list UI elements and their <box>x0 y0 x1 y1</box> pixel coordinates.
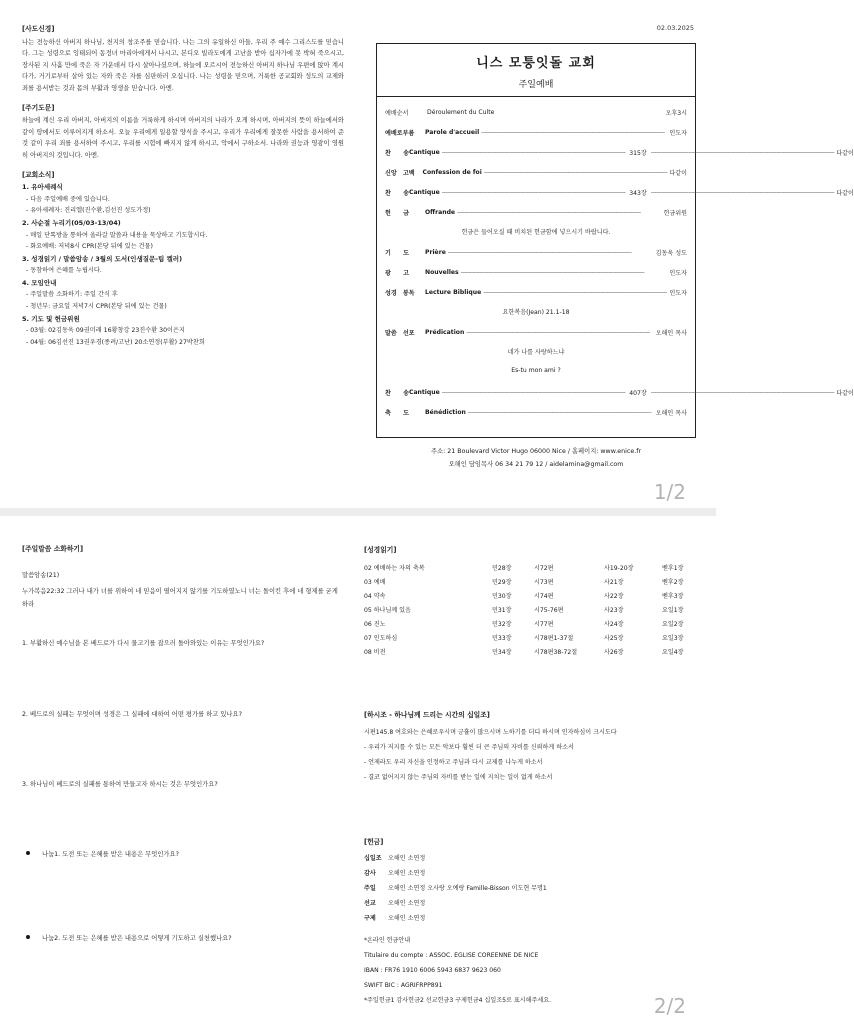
bible-reading-cell: 07 인도하심 <box>364 634 398 642</box>
leader-dots: ------------------------------------------------------------------------------------------------------------ <box>650 149 835 156</box>
bible-reading-cell: 민31장 <box>492 606 512 614</box>
bible-reading-cell: 벧후1장 <box>662 564 684 572</box>
order-leader: 헌금위원 <box>663 210 687 217</box>
offering-note: 헌금은 들어오실 때 비치된 헌금함에 넣으시기 바랍니다. <box>461 229 611 236</box>
bible-reading-row <box>364 574 704 588</box>
news-item-title: 1. 유아세례식 <box>22 183 63 192</box>
offering-row <box>364 880 704 895</box>
offering-names: 오해인 소연정 <box>388 900 426 907</box>
pastor-contact-line: 오해인 담임목사 06 34 21 79 12 / aidelamina@gmail.com <box>448 461 624 468</box>
memory-verse-label: 말씀암송(21) <box>22 572 60 579</box>
psalm-prayer-title: [하시조 - 하나님께 드리는 시간의 십일조] <box>364 711 490 719</box>
bulletin-date: 02.03.2025 <box>656 24 694 32</box>
digest-question: 2. 베드로의 실패는 무엇이며 성경은 그 실패에 대하여 어떤 평가를 하고 있나요? <box>22 711 242 718</box>
bible-reading-cell: 요일1장 <box>662 606 684 614</box>
order-header-ko: 예배순서 <box>385 110 409 117</box>
leader-dots: ------------------------------------------------------------------------------------------------------------ <box>441 149 626 156</box>
page-number: 2/2 <box>653 994 686 1018</box>
online-offering-line: *온라인 헌금안내 <box>364 937 411 944</box>
leader-dots: ------------------------------------------------------------------------------------------------------------ <box>650 389 835 396</box>
worship-order-box <box>376 43 854 438</box>
share-question-text: 나눔2. 도전 또는 은혜를 받은 내용으로 어떻게 기도하고 실천했나요? <box>42 935 232 942</box>
bible-reading-row <box>364 630 704 644</box>
order-ko: 성경 봉독 <box>385 290 415 297</box>
page-separator <box>0 508 716 516</box>
offering-code-note: *주일헌금1 감사헌금2 선교헌금3 구제헌금4 십일조5로 표시해주세요. <box>364 997 552 1004</box>
order-leader: 다같이 <box>836 190 854 197</box>
psalm-prayer-line: 시편145.8 여호와는 은혜로우시며 긍휼이 많으시며 노하기를 더디 하시며 인자하심이 크시도다 <box>364 729 617 736</box>
order-fr: Prédication <box>425 329 465 336</box>
church-contact <box>376 445 696 471</box>
news-item-detail: - 04월: 06김선진 13권우경(종려/고난) 20소연정(부활) 27박찬희 <box>26 338 205 346</box>
news-item-detail: - 03월: 02김동욱 09권미래 16황창강 23진수환 30이은지 <box>26 327 185 335</box>
news-item-detail: - 다음 주일예배 중에 있습니다. <box>26 195 110 203</box>
hymn-number: 315장 <box>629 150 647 157</box>
offering-row <box>364 865 704 880</box>
creed-title: [사도신경] <box>22 25 55 33</box>
order-row-sermon <box>385 327 687 338</box>
bible-reading-cell: 시78편38-72절 <box>534 648 578 656</box>
order-header-row <box>385 107 687 118</box>
news-item-title: 3. 성경읽기 / 말씀암송 / 3월의 도서(인생질문-팀 켈러) <box>22 254 183 263</box>
order-ko: 예배로부름 <box>385 130 415 137</box>
bible-reading-cell: 사22장 <box>604 592 624 600</box>
order-fr: Cantique <box>408 389 440 396</box>
order-fr: Nouvelles <box>425 269 459 276</box>
address-line: 주소: 21 Boulevard Victor Hugo 06000 Nice / 홈페이지: www.enice.fr <box>430 448 642 455</box>
order-fr: Prière <box>425 249 446 256</box>
bible-reading-row <box>364 644 704 658</box>
leader-dots: ------------------------------------------------------------------------------------------------------------ <box>483 169 668 176</box>
bible-reading-cell: 벧후2장 <box>662 578 684 586</box>
news-item-title: 4. 모임안내 <box>22 278 57 287</box>
bible-reading-table <box>364 560 704 658</box>
news-item-detail: - 동참하여 은혜를 누립시다. <box>26 267 102 275</box>
bible-reading-cell: 02 예배하는 자의 축복 <box>364 564 425 572</box>
memory-verse-text: 누가복음22:32 그러나 내가 너를 위하여 네 믿음이 떨어지지 않기를 기도하였노니 너는 돌이킨 후에 네 형제를 굳게 하라 <box>22 588 338 608</box>
order-leader: 다같이 <box>669 170 687 177</box>
bible-reading-cell: 시73편 <box>534 578 554 586</box>
bulletin-page-2 <box>0 516 716 1024</box>
bible-reading-cell: 사21장 <box>604 578 624 586</box>
offering-title: [헌금] <box>364 838 384 846</box>
order-row <box>385 247 687 258</box>
order-fr: Cantique <box>408 189 440 196</box>
church-news-list <box>22 182 344 348</box>
order-leader: 오해인 목사 <box>655 330 687 337</box>
lords-prayer-title: [주기도문] <box>22 103 55 112</box>
psalm-prayer <box>364 708 704 785</box>
share-question <box>22 933 344 944</box>
news-item-detail: - 주일말씀 소화하기: 주일 간식 후 <box>26 291 118 299</box>
bible-reading-cell: 민32장 <box>492 620 512 628</box>
psalm-prayer-line: - 우리가 저지를 수 있는 모든 악보다 훨씬 더 큰 주님의 자비를 신뢰하게 하소서 <box>364 744 574 751</box>
order-leader: 인도자 <box>669 130 687 137</box>
leader-dots: ------------------------------------------------------------------------------------------------------------ <box>466 329 650 336</box>
church-name: 니스 모퉁잇돌 교회 <box>476 56 596 71</box>
bible-reading-cell: 요일3장 <box>662 634 684 642</box>
order-ko: 말씀 선포 <box>385 330 415 337</box>
sermon-title-ko: 네가 나를 사랑하느냐 <box>507 349 565 356</box>
bible-reading-cell: 요일4장 <box>662 648 684 656</box>
bible-reading-cell: 벧후3장 <box>662 592 684 600</box>
order-leader: 김동욱 성도 <box>655 250 687 257</box>
order-row <box>385 407 687 418</box>
order-ko: 찬 송 <box>385 390 409 397</box>
swift-bic: SWIFT BIC : AGRIFRPP891 <box>364 982 443 989</box>
bible-reading-title: [성경읽기] <box>364 546 397 554</box>
order-row <box>385 147 854 158</box>
service-order <box>377 97 854 418</box>
order-leader: 다같이 <box>836 150 854 157</box>
bullet-icon <box>26 935 30 939</box>
news-item-title: 2. 사순절 누리기(05/03-13/04) <box>22 218 121 227</box>
order-header-fr: Déroulement du Culte <box>427 109 495 116</box>
digest-question: 1. 부활하신 예수님을 본 베드로가 다시 물고기를 잡으러 돌아와있는 이유는 무엇인가요? <box>22 640 265 647</box>
order-leader: 오해인 목사 <box>655 410 687 417</box>
bible-reading-cell: 민34장 <box>492 648 512 656</box>
offering-kind: 주일 <box>364 885 376 892</box>
leader-dots: ------------------------------------------------------------------------------------------------------------ <box>441 189 626 196</box>
bible-reading-cell: 시74편 <box>534 592 554 600</box>
order-fr: Bénédiction <box>425 409 466 416</box>
left-column <box>22 24 344 348</box>
order-row <box>385 167 687 178</box>
offering-row <box>364 895 704 910</box>
bible-reading-cell: 08 비전 <box>364 648 386 656</box>
bulletin-page-1 <box>0 0 854 508</box>
offering-kind: 감사 <box>364 870 376 877</box>
bible-reading-cell: 시75-76편 <box>534 606 564 614</box>
bible-reading-cell: 사24장 <box>604 620 624 628</box>
order-ko: 찬 송 <box>385 150 409 157</box>
leader-dots: ------------------------------------------------------------------------------------------------------------ <box>483 289 667 296</box>
bible-reading-cell: 민28장 <box>492 564 512 572</box>
order-leader: 인도자 <box>669 270 687 277</box>
offering-row <box>364 850 704 865</box>
lords-prayer-text: 하늘에 계신 우리 아버지, 아버지의 이름을 거룩하게 하시며 아버지의 나라가 오게 하시며, 아버지의 뜻이 하늘에서와 같이 땅에서도 이루어지게 하소서. 오늘 우리에게 일용할 양식을 주시고, 우리가 우리에게 잘못한 사람을 용서하여 준 것 같이 우리 죄를 용서하여 주시고, 우리를 시험에 빠지지 않게 하시고, 악에서 구하소서. 나라와 권능과 영광이 영원히 아버지의 것입니다. 아멘. <box>22 117 344 159</box>
bible-reading-row <box>364 616 704 630</box>
church-news-title: [교회소식] <box>22 170 55 179</box>
bible-reading-cell: 요일2장 <box>662 620 684 628</box>
creed-text: 나는 전능하신 아버지 하나님, 천지의 창조주를 믿습니다. 나는 그의 유일하신 아들, 우리 주 예수 그리스도를 믿습니다. 그는 성령으로 잉태되어 동정녀 마리아에게서 나시고, 본디오 빌라도에게 고난을 받아 십자가에 못 박혀 죽으시고, 장사된 지 사흘 만에 죽은 자 가운데서 다시 살아나셨으며, 하늘에 오르시어 전능하신 아버지 하나님 우편에 앉아 계시다가, 거기로부터 살아 있는 자와 죽은 자를 심판하러 오십니다. 나는 성령을 믿으며, 거룩한 공교회와 성도의 교제와 죄를 용서받는 것과 몸의 부활과 영생을 믿습니다. 아멘. <box>22 38 344 92</box>
bible-reading-cell: 사23장 <box>604 606 624 614</box>
bible-reading-cell: 04 약속 <box>364 592 386 600</box>
page-number: 1/2 <box>653 480 686 504</box>
order-ko: 광 고 <box>385 270 409 277</box>
bullet-icon <box>26 851 30 855</box>
psalm-prayer-line: - 언제라도 우리 자신을 인정하고 주님과 다시 교제를 나누게 하소서 <box>364 759 543 766</box>
order-ko: 축 도 <box>385 410 409 417</box>
bible-reading-cell: 시78편1-37절 <box>534 634 574 642</box>
sermon-title-fr: Es-tu mon ami ? <box>511 367 561 374</box>
offering-names: 오해인 소연정 <box>388 915 426 922</box>
news-item-detail: - 화요예배: 저녁8시 CPR(본당 뒤에 있는 건물) <box>26 243 153 251</box>
news-item-detail: - 유아세례자: 진리엘(진수환,김선진 성도가정) <box>26 207 151 215</box>
order-fr: Offrande <box>425 209 456 216</box>
leader-dots: ------------------------------------------------------------------------------------------------------------ <box>447 249 632 256</box>
offering-row <box>364 910 704 925</box>
order-row <box>385 207 687 218</box>
bible-reading-row <box>364 602 704 616</box>
bible-reading-cell: 사19-20장 <box>604 564 634 572</box>
order-ko: 찬 송 <box>385 190 409 197</box>
order-row <box>385 287 687 298</box>
bible-reading-cell: 06 진노 <box>364 620 386 628</box>
offering-section <box>364 836 704 1008</box>
iban: IBAN : FR76 1910 6006 5943 6837 9623 060 <box>364 967 501 974</box>
news-item-detail: - 매일 단톡방을 통하여 올라갈 말씀과 내용을 묵상하고 기도합시다. <box>26 231 208 239</box>
offering-kind: 십일조 <box>364 855 382 862</box>
offering-kind: 선교 <box>364 900 376 907</box>
offering-names: 오해인 소연정 오사랑 오예랑 Famille-Bisson 이도현 무명1 <box>388 885 547 892</box>
order-fr: Cantique <box>408 149 440 156</box>
bible-reading-cell: 민29장 <box>492 578 512 586</box>
order-row <box>385 187 854 198</box>
order-fr: Parole d'accueil <box>425 129 480 136</box>
bible-reading-cell: 민30장 <box>492 592 512 600</box>
leader-dots: ------------------------------------------------------------------------------------------------------------ <box>460 269 645 276</box>
bible-reading <box>364 544 704 658</box>
bible-reading-cell: 시72편 <box>534 564 554 572</box>
order-leader: 인도자 <box>669 290 687 297</box>
order-ko: 헌 금 <box>385 210 409 217</box>
order-row <box>385 387 854 398</box>
bible-reading-cell: 03 예배 <box>364 578 386 586</box>
order-row <box>385 267 687 278</box>
order-fr: Lecture Biblique <box>425 289 482 296</box>
bible-reading-row <box>364 588 704 602</box>
account-holder: Titulaire du compte : ASSOC. EGLISE COREENNE DE NICE <box>364 952 539 959</box>
hymn-number: 407장 <box>629 390 647 397</box>
share-question-text: 나눔1. 도전 또는 은혜를 받은 내용은 무엇인가요? <box>42 851 179 858</box>
scripture-reference: 요한복음(Jean) 21.1-18 <box>502 309 570 316</box>
order-fr: Confession de foi <box>422 169 482 176</box>
offering-names: 오해인 소연정 <box>388 855 426 862</box>
leader-dots: ------------------------------------------------------------------------------------------------------------ <box>441 389 626 396</box>
order-ko: 기 도 <box>385 250 409 257</box>
news-item-title: 5. 기도 및 헌금위원 <box>22 314 80 323</box>
news-item-detail: - 청년부: 금요일 저녁7시 CPR(본당 뒤에 있는 건물) <box>26 303 167 311</box>
order-leader: 다같이 <box>836 390 854 397</box>
digest-title: [주일말씀 소화하기] <box>22 545 84 553</box>
psalm-prayer-line: - 결코 없어지지 않는 주님의 자비를 받는 일에 지치는 일이 없게 하소서 <box>364 774 553 781</box>
offering-names: 오해인 소연정 <box>388 870 426 877</box>
digest-question: 3. 하나님이 베드로의 실패를 통하여 만들고자 하시는 것은 무엇인가요? <box>22 781 218 788</box>
leader-dots: ------------------------------------------------------------------------------------------------------------ <box>650 189 835 196</box>
bible-reading-cell: 사26장 <box>604 648 624 656</box>
bible-reading-cell: 시77편 <box>534 620 554 628</box>
bible-reading-cell: 민33장 <box>492 634 512 642</box>
order-row <box>385 127 687 138</box>
leader-dots: ------------------------------------------------------------------------------------------------------------ <box>481 129 665 136</box>
service-name: 주일예배 <box>518 80 554 90</box>
order-header-time: 오후3시 <box>665 110 687 117</box>
share-question <box>22 849 344 860</box>
bible-reading-cell: 05 하나님께 있음 <box>364 606 411 614</box>
bible-reading-cell: 사25장 <box>604 634 624 642</box>
leader-dots: ------------------------------------------------------------------------------------------------------------ <box>457 209 641 216</box>
leader-dots: ------------------------------------------------------------------------------------------------------------ <box>467 409 652 416</box>
order-ko: 신앙 고백 <box>385 170 415 177</box>
bible-reading-row <box>364 560 704 574</box>
hymn-number: 343장 <box>629 190 647 197</box>
offering-kind: 구제 <box>364 915 376 922</box>
